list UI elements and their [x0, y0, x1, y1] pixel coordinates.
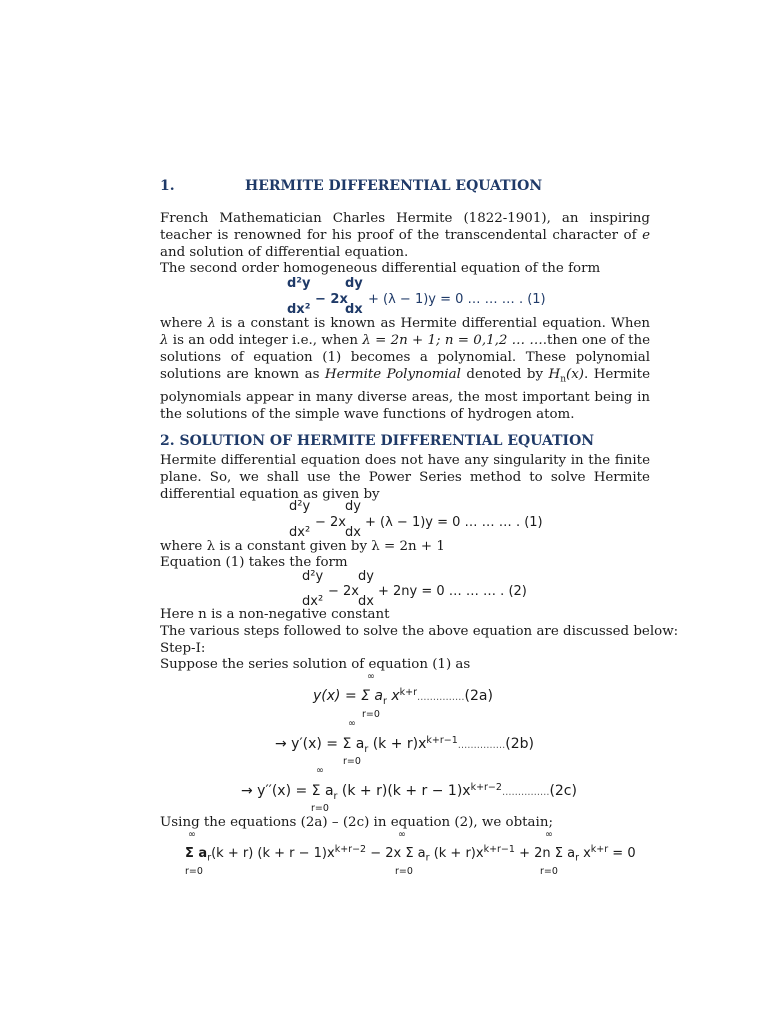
steps-line: The various steps followed to solve the above equation are discussed below: [160, 624, 679, 639]
where-line: where λ is a constant given by λ = 2n + 1 [160, 539, 445, 554]
here-line: Here n is a non-negative constant [160, 607, 390, 622]
definition-paragraph: where λ is a constant is known as Hermite differential equation. When λ is an odd integer i.e., when λ = 2n + 1; n = 0,1,2 … ….then one of the solutions of equation (1) becomes a polynomial. These polynomial solutions are known as Hermite Polynomial denoted by $H_n(x)$. Hermite polynomials appear in many diverse areas, the most important being in the solutions of the simple wave functions of hydrogen atom. [160, 316, 651, 422]
section-number: 1. [160, 178, 175, 194]
suppose-line: Suppose the series solution of equation (1) as [160, 657, 471, 672]
equation-form-line: Equation (1) takes the form [160, 555, 348, 570]
section-2-intro: Hermite differential equation does not have any singularity in the finite plane. So, we shall use the Power Series method to solve Hermite differential equation as given by [160, 453, 650, 502]
step-label: Step-I: [160, 641, 206, 656]
intro-paragraph: French Mathematician Charles Hermite (1822-1901), an inspiring teacher is renowned for his proof of the transcendental character of e and solution of differential equation. [160, 211, 650, 260]
section-2-title: 2. SOLUTION OF HERMITE DIFFERENTIAL EQUATION [160, 433, 595, 449]
section-title: HERMITE DIFFERENTIAL EQUATION [245, 178, 543, 194]
intro-line: The second order homogeneous differential equation of the form [160, 261, 601, 276]
using-line: Using the equations (2a) – (2c) in equation (2), we obtain; [160, 815, 553, 830]
